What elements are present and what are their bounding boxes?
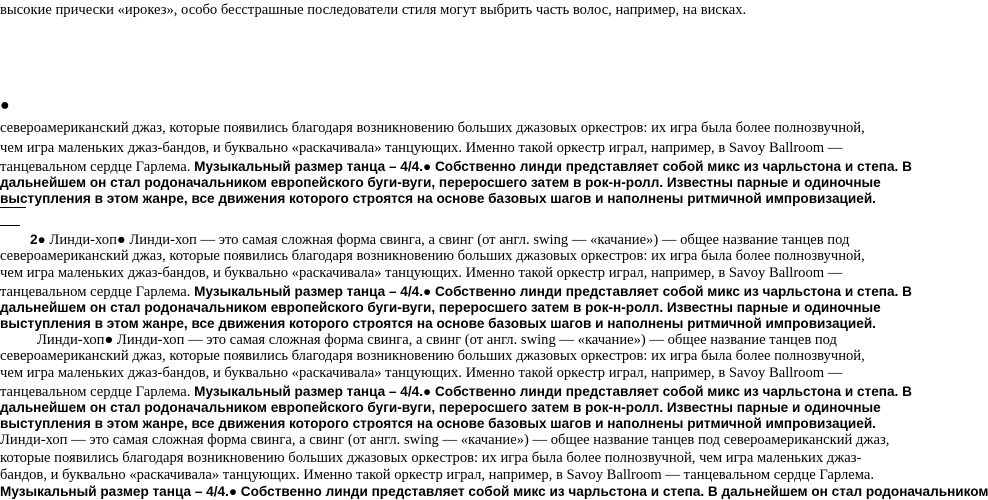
text-run: танцевальном сердце Гарлема. <box>0 384 191 400</box>
bold-run: Музыкальный размер танца – 4/4.● Собственно линди представляет собой микс из чарльстона и степа. В <box>190 159 912 174</box>
text-line: чем игра маленьких джаз-бандов, и буквально «раскачивала» танцующих. Именно такой оркестр играл, например, в Savoy Ballroom — <box>0 265 843 281</box>
text-line: Линди-хоп — это самая сложная форма свинга, а свинг (от англ. swing — «качание») — общее название танцев под североамериканский джаз, <box>0 432 890 448</box>
text-line <box>0 384 912 400</box>
text-run: танцевальном сердце Гарлема. <box>0 284 191 300</box>
bold-text-line: выступления в этом жанре, все движения которого строятся на основе базовых шагов и наполнены ритмичной импровизацией. <box>0 191 876 206</box>
bold-text-line: Музыкальный размер танца – 4/4.● Собственно линди представляет собой микс из чарльстона и степа. В дальнейшем он стал родоначальником <box>0 484 988 499</box>
text-line: которые появились благодаря возникновению больших джазовых оркестров: их игра была более полнозвучной, чем игра маленьких джаз- <box>0 450 862 466</box>
text-line <box>0 159 912 175</box>
text-line: североамериканский джаз, которые появились благодаря возникновению больших джазовых оркестров: их игра была более полнозвучной, <box>0 348 865 364</box>
text-run: танцевальном сердце Гарлема. <box>0 159 191 175</box>
bold-text-line: выступления в этом жанре, все движения которого строятся на основе базовых шагов и наполнены ритмичной импровизацией. <box>0 416 876 431</box>
text-line <box>0 284 912 300</box>
bold-run: 2● <box>30 232 46 247</box>
text-run: Линди-хоп● Линди-хоп — это самая сложная форма свинга, а свинг (от англ. swing — «качание») — общее название танцев под <box>45 232 850 248</box>
footnote-rule <box>0 225 20 226</box>
text-line: чем игра маленьких джаз-бандов, и буквально «раскачивала» танцующих. Именно такой оркестр играл, например, в Savoy Ballroom — <box>0 365 843 381</box>
text-line: североамериканский джаз, которые появились благодаря возникновению больших джазовых оркестров: их игра была более полнозвучной, <box>0 120 865 136</box>
bold-run: Музыкальный размер танца – 4/4.● Собственно линди представляет собой микс из чарльстона и степа. В <box>190 384 912 399</box>
bold-text-line: дальнейшем он стал родоначальником европейского буги-вуги, переросшего затем в рок-н-ролл. Известны парные и одиночные <box>0 175 881 190</box>
text-line: бандов, и буквально «раскачивала» танцующих. Именно такой оркестр играл, например, в Savoy Ballroom — танцевальном сердце Гарлема. <box>0 467 875 483</box>
text-line: Линди-хоп● Линди-хоп — это самая сложная форма свинга, а свинг (от англ. swing — «качание») — общее название танцев под <box>37 332 837 348</box>
bold-run: Музыкальный размер танца – 4/4.● Собственно линди представляет собой микс из чарльстона и степа. В <box>190 284 912 299</box>
text-line: североамериканский джаз, которые появились благодаря возникновению больших джазовых оркестров: их игра была более полнозвучной, <box>0 248 865 264</box>
text-line: высокие прически «ирокез», особо бесстрашные последователи стиля могут выбрить часть волос, например, на висках. <box>0 2 747 18</box>
bold-text-line: дальнейшем он стал родоначальником европейского буги-вуги, переросшего затем в рок-н-ролл. Известны парные и одиночные <box>0 300 881 315</box>
bold-text-line: дальнейшем он стал родоначальником европейского буги-вуги, переросшего затем в рок-н-ролл. Известны парные и одиночные <box>0 400 881 415</box>
bullet-glyph: ● <box>0 97 10 114</box>
text-line: чем игра маленьких джаз-бандов, и буквально «раскачивала» танцующих. Именно такой оркестр играл, например, в Savoy Ballroom — <box>0 140 843 156</box>
underline-rule <box>0 207 26 208</box>
bold-text-line: выступления в этом жанре, все движения которого строятся на основе базовых шагов и наполнены ритмичной импровизацией. <box>0 316 876 331</box>
text-line <box>0 232 850 248</box>
